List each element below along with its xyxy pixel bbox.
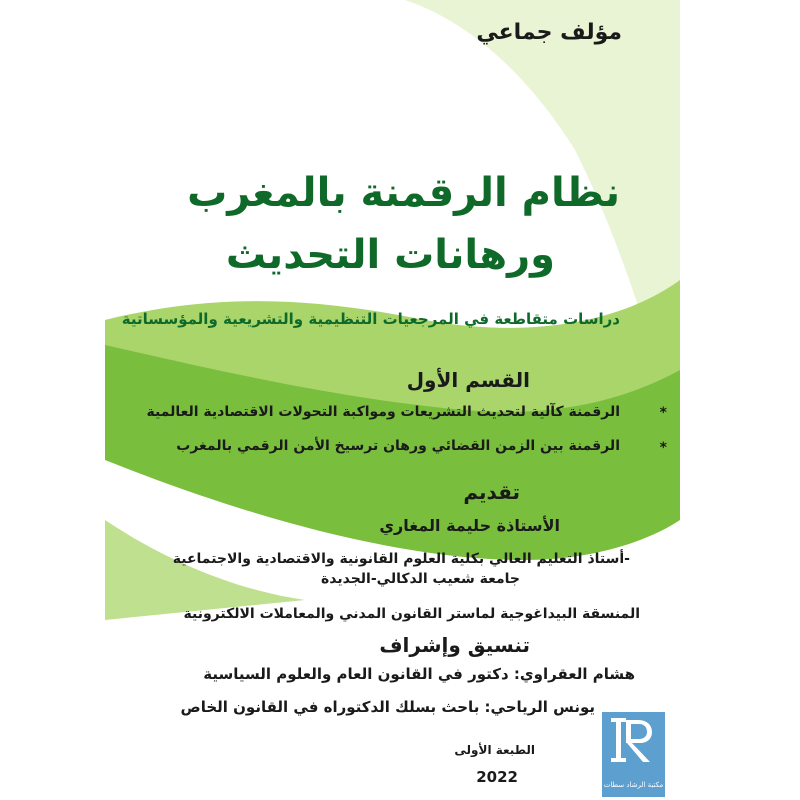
bullet-star-icon: * — [659, 440, 667, 456]
presenter-bio-line-3: المنسقة البيداغوجية لماستر القانون المدني والمعاملات الالكترونية — [183, 606, 640, 622]
bullet-star-icon: * — [659, 405, 667, 421]
presenter-name: الأستاذة حليمة المغاري — [379, 516, 560, 535]
book-cover — [105, 0, 680, 800]
publication-year: 2022 — [476, 768, 518, 786]
section-bullet-2: الرقمنة بين الزمن القضائي ورهان ترسيخ الأمن الرقمي بالمغرب — [176, 438, 620, 454]
publisher-logo — [602, 712, 665, 797]
section-bullet-1: الرقمنة كآلية لتحديث التشريعات ومواكبة التحولات الاقتصادية العالمية — [146, 404, 620, 420]
title-line-2: ورهانات التحديث — [225, 232, 555, 278]
lr-monogram-logo-icon — [602, 712, 665, 772]
presenter-bio-line-1: -أستاذ التعليم العالي بكلية العلوم القانونية والاقتصادية والاجتماعية — [172, 551, 630, 567]
author-label: مؤلف جماعي — [476, 20, 622, 45]
presenter-bio-line-2: جامعة شعيب الدكالي-الجديدة — [321, 571, 520, 587]
introduction-heading: تقديم — [463, 480, 520, 504]
subtitle: دراسات متقاطعة في المرجعيات التنظيمية والتشريعية والمؤسساتية — [121, 310, 620, 328]
coordinator-1: هشام العقراوي: دكتور في القانون العام والعلوم السياسية — [203, 665, 635, 683]
title-line-1: نظام الرقمنة بالمغرب — [187, 170, 620, 216]
section-heading: القسم الأول — [406, 368, 530, 392]
publisher-logo-text: مكتبة الرشاد سطات — [603, 781, 664, 789]
edition-label: الطبعة الأولى — [454, 743, 535, 757]
coordinator-2: يونس الرياحي: باحث بسلك الدكتوراه في القانون الخاص — [180, 698, 595, 716]
coordination-heading: تنسيق وإشراف — [379, 633, 530, 657]
